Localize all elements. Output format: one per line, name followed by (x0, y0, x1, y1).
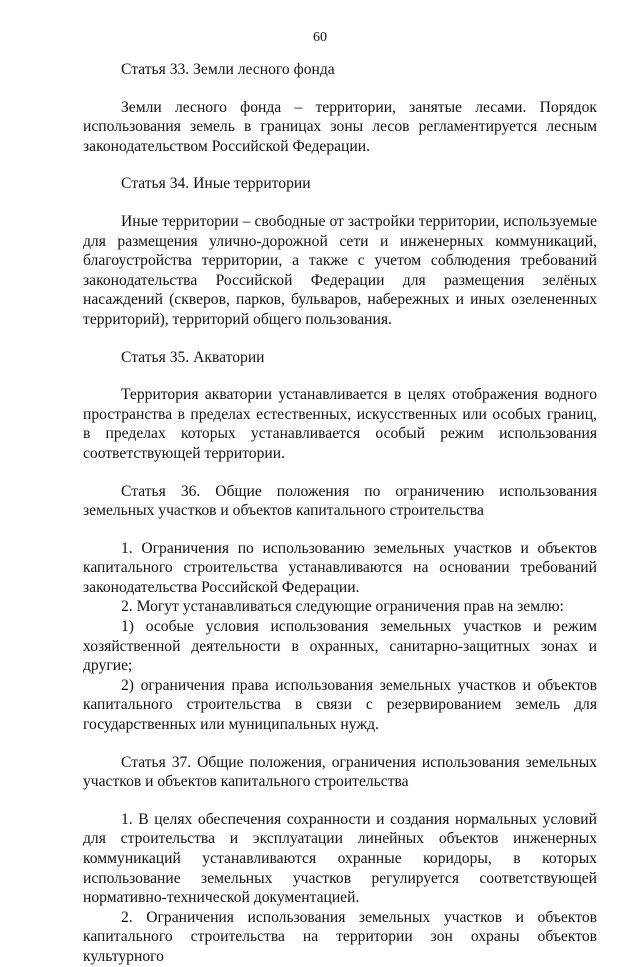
article-paragraph: 2. Ограничения использования земельных участков и объектов капитального строительства на территории зон охраны объектов культурного (83, 908, 597, 965)
article-paragraph: Земли лесного фонда – территории, занятые лесами. Порядок использования земель в границах зоны лесов регламентируется лесным законодательством Российской Федерации. (83, 98, 597, 155)
article-paragraph: 1. В целях обеспечения сохранности и создания нормальных условий для строительства и эксплуатации линейных объектов инженерных коммуникаций устанавливаются охранные коридоры, в которых использование земельных участков регулируется соответствующей нормативно-технической документацией. (83, 810, 597, 907)
article-heading: Статья 36. Общие положения по ограничению использования земельных участков и объектов капитального строительства (83, 482, 597, 520)
article-heading: Статья 35. Акватории (121, 348, 265, 366)
article-paragraph: 2) ограничения права использования земельных участков и объектов капитального строительства в связи с резервированием земель для государственных или муниципальных нужд. (83, 676, 597, 734)
page-number: 60 (313, 30, 327, 45)
article-36 (83, 482, 597, 735)
article-heading: Статья 37. Общие положения, ограничения использования земельных участков и объектов капитального строительства (83, 753, 597, 791)
article-34 (83, 174, 597, 329)
article-37 (83, 753, 597, 967)
article-paragraph: 2. Могут устанавливаться следующие ограничения прав на землю: (121, 598, 564, 616)
article-paragraph: 1. Ограничения по использованию земельных участков и объектов капитального строительства устанавливаются на основании требований законодательства Российской Федерации. (83, 539, 597, 596)
article-heading: Статья 34. Иные территории (121, 175, 311, 193)
article-35 (83, 348, 597, 464)
article-heading: Статья 33. Земли лесного фонда (121, 61, 335, 78)
article-paragraph: Территория акватории устанавливается в целях отображения водного пространства в пределах естественных, искусственных или особых границ, в пределах которых устанавливается особый режим использования соответствующей территории. (83, 386, 597, 462)
document-body (83, 60, 597, 967)
article-paragraph: 1) особые условия использования земельных участков и режим хозяйственной деятельности в охранных, санитарно-защитных зонах и другие; (83, 618, 597, 675)
article-paragraph: Иные территории – свободные от застройки территории, используемые для размещения улично-дорожной сети и инженерных коммуникаций, благоустройства территории, а также с учетом соблюдения требований законодательства Российской Федерации для размещения зелёных насаждений (скверов, парков, бульваров, набережных и иных озелененных территорий), территорий общего пользования. (83, 212, 597, 328)
article-33 (83, 60, 597, 156)
